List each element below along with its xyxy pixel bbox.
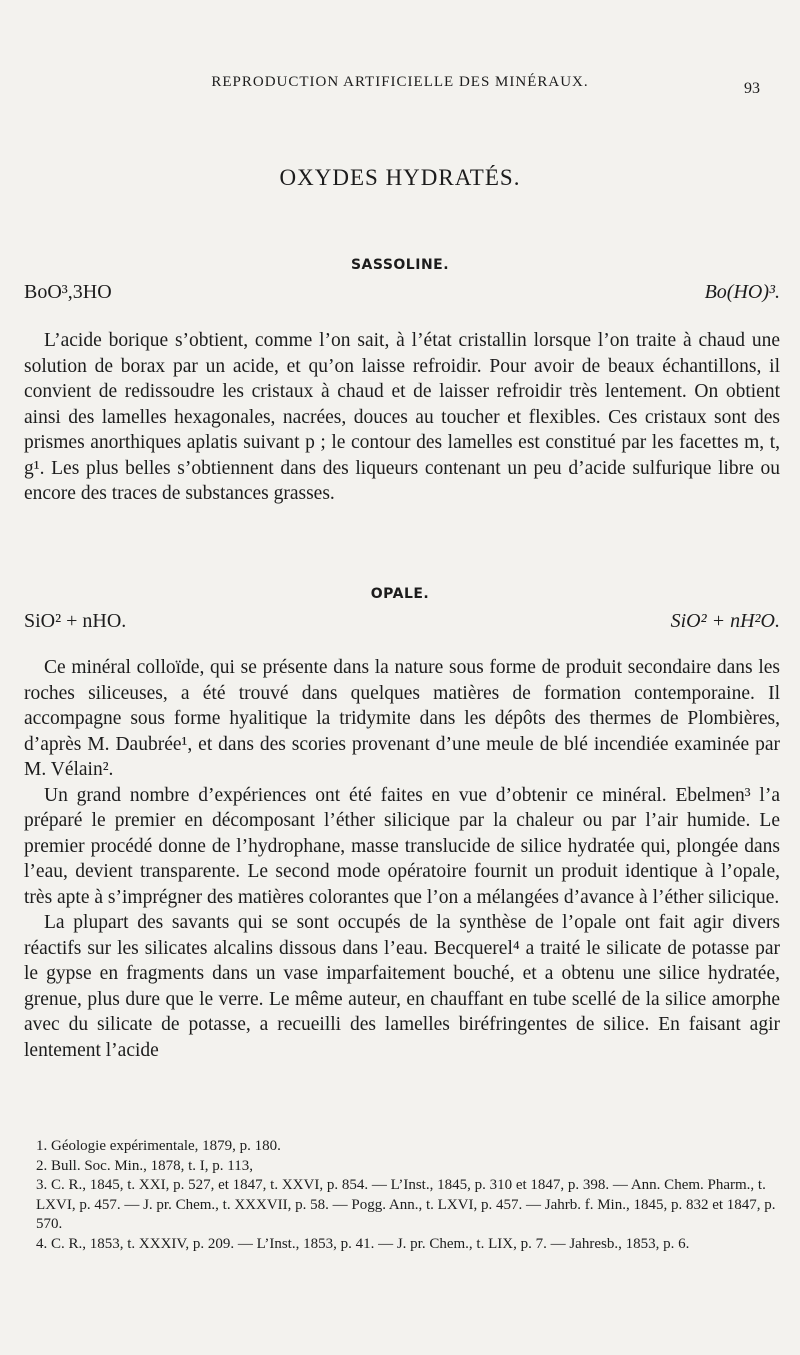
sassoline-text	[24, 328, 780, 507]
mineral-heading-sassoline: SASSOLINE.	[350, 257, 450, 273]
paragraph: Ce minéral colloïde, qui se présente dans la nature sous forme de produit secondaire dans les roches siliceuses, a été trouvé dans quelques matières de formation contemporaine. Il accompagne sous forme hyalitique la tridymite dans les dépôts des thermes de Plombières, d’après M. Daubrée¹, et dans des scories provenant d’une meule de blé incendiée examinée par M. Vélain².	[24, 657, 780, 780]
formula-equivalent: SiO² + nHO.	[24, 610, 127, 632]
formula-equivalent: BoO³,3HO	[24, 281, 112, 303]
paragraph: L’acide borique s’obtient, comme l’on sait, à l’état cristallin lorsque l’on traite à chaud une solution de borax par un acide, et qu’on laisse refroidir. Pour avoir de beaux échantillons, il convient de redissoudre les cristaux à chaud et de laisser refroidir très lentement. On obtient ainsi des lamelles hexagonales, nacrées, douces au toucher et flexibles. Ces cristaux sont des prismes anorthiques aplatis suivant p ; le contour des lamelles est constitué par les facettes m, t, g¹. Les plus belles s’obtiennent dans des liqueurs contenant un peu d’acide sulfurique libre ou encore des traces de substances grasses.	[24, 330, 780, 504]
footnote: 1. Géologie expérimentale, 1879, p. 180.	[36, 1138, 281, 1154]
formula-row-sassoline	[24, 281, 780, 309]
opale-text	[24, 655, 780, 1063]
formula-atomic: SiO² + nH²O.	[670, 610, 780, 632]
paragraph: Un grand nombre d’expériences ont été faites en vue d’obtenir ce minéral. Ebelmen³ l’a préparé le premier en décomposant l’éther silicique par la chaleur ou par l’air humide. Le premier procédé donne de l’hydrophane, masse translucide de silice hydratée qui, plongée dans l’eau, devient transparente. Le second mode opératoire fournit un produit identique à l’opale, très apte à s’imprégner des matières colorantes que l’on a mélangées d’avance à l’éther silicique.	[24, 784, 780, 908]
section-title: OXYDES HYDRATÉS.	[279, 165, 521, 190]
paragraph: La plupart des savants qui se sont occupés de la synthèse de l’opale ont fait agir divers réactifs sur les silicates alcalins dissous dans l’eau. Becquerel⁴ a traité le silicate de potasse par le gypse en fragments dans un vase imparfaitement bouché, et a obtenu une silice hydratée, grenue, plus dure que le verre. Le même auteur, en chauffant en tube scellé de la silice amorphe avec du silicate de potasse, a recueilli des lamelles biréfringentes de silice. En faisant agir lentement l’acide	[24, 912, 780, 1061]
footnote: 2. Bull. Soc. Min., 1878, t. I, p. 113,	[36, 1157, 253, 1174]
footnote: 3. C. R., 1845, t. XXI, p. 527, et 1847, t. XXVI, p. 854. — L’Inst., 1845, p. 310 et 1847, p. 398. — Ann. Chem. Pharm., t. LXVI, p. 457. — J. pr. Chem., t. XXXVII, p. 58. — Pogg. Ann., t. LXVI, p. 457. — Jahrb. f. Min., 1845, p. 832 et 1847, p. 570.	[36, 1177, 776, 1233]
formula-atomic: Bo(HO)³.	[704, 281, 780, 303]
footnotes	[20, 1137, 780, 1255]
running-title: REPRODUCTION ARTIFICIELLE DES MINÉRAUX.	[211, 74, 589, 90]
footnote: 4. C. R., 1853, t. XXXIV, p. 209. — L’Inst., 1853, p. 41. — J. pr. Chem., t. LIX, p. 7. — Jahresb., 1853, p. 6.	[36, 1235, 690, 1252]
mineral-heading-opale: OPALE.	[370, 586, 430, 602]
formula-row-opale	[24, 610, 780, 638]
page-number: 93	[744, 80, 760, 97]
